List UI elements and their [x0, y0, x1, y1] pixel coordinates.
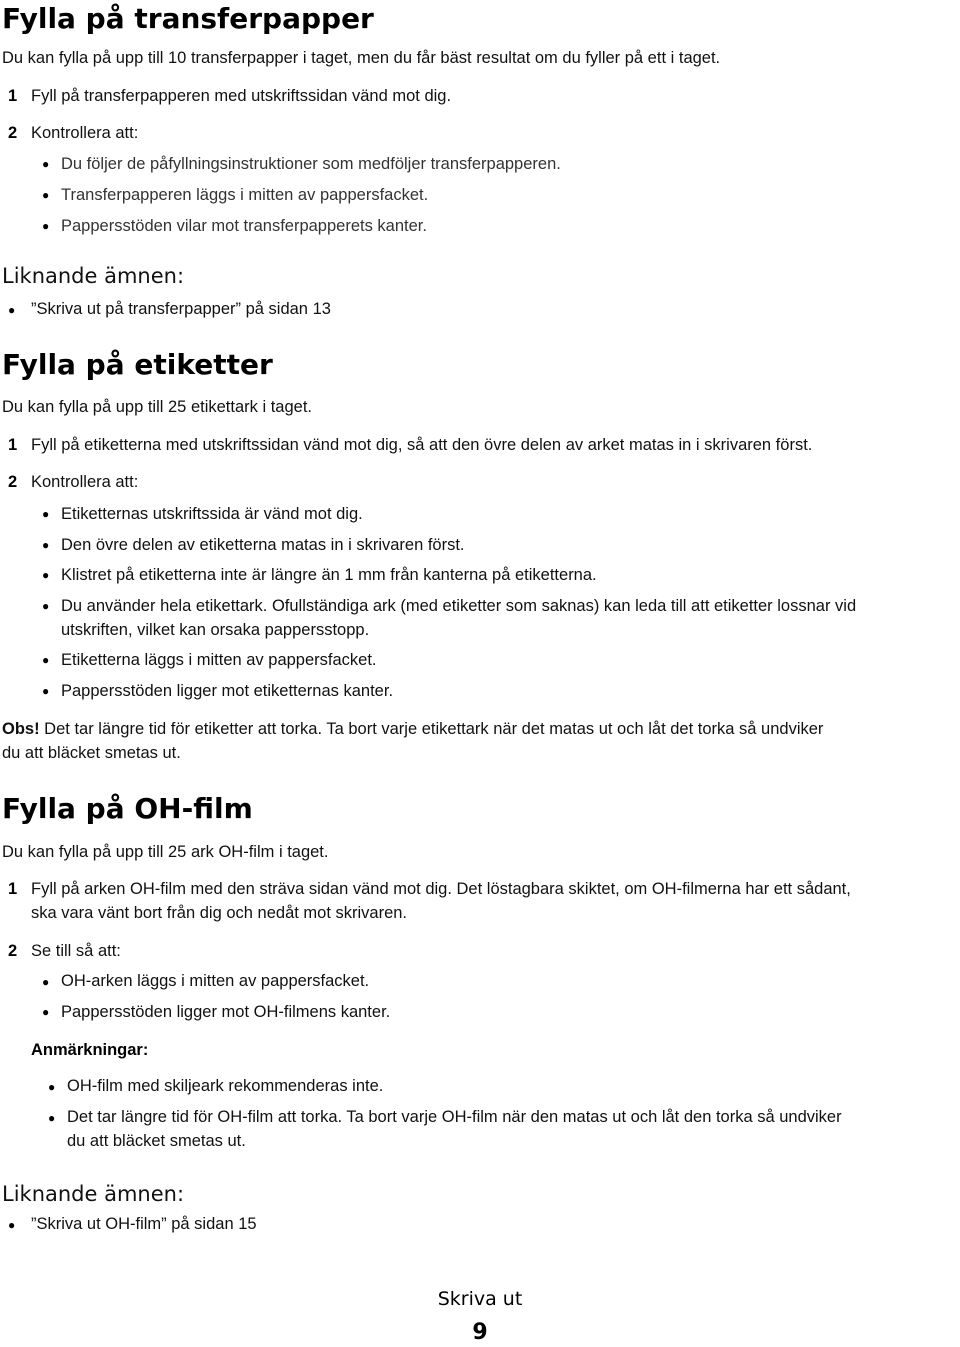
- page-number: 9: [472, 1320, 488, 1345]
- list-item: Du följer de påfyllningsinstruktioner som medföljer transferpapperen.: [61, 155, 561, 173]
- note-label: Obs!: [2, 720, 40, 738]
- intro-oh-film: Du kan fylla på upp till 25 ark OH-film i taget.: [2, 843, 329, 861]
- bullet-icon: ●: [42, 568, 50, 582]
- step-number: 1: [8, 436, 18, 454]
- bullet-icon: ●: [42, 188, 50, 202]
- bullet-icon: ●: [42, 1005, 50, 1019]
- step-text-continuation: ska vara vänt bort från dig och nedåt mot skrivaren.: [31, 904, 408, 922]
- step-number: 2: [8, 124, 18, 142]
- step-text: Kontrollera att:: [31, 473, 139, 491]
- heading-etiketter: Fylla på etiketter: [2, 348, 273, 381]
- bullet-icon: ●: [42, 507, 50, 521]
- list-item: Du använder hela etikettark. Ofullständiga ark (med etiketter som saknas) kan leda till att etiketter lossnar vid: [61, 597, 857, 615]
- list-item: Transferpapperen läggs i mitten av pappersfacket.: [61, 186, 429, 204]
- note-text: Det tar längre tid för etiketter att torka. Ta bort varje etikettark när det matas ut och låt det torka så undviker: [39, 720, 824, 738]
- note: [2, 720, 823, 739]
- bullet-icon: ●: [42, 599, 50, 613]
- list-item: Den övre delen av etiketterna matas in i skrivaren först.: [61, 536, 465, 554]
- related-link[interactable]: ”Skriva ut OH-film” på sidan 15: [31, 1215, 257, 1233]
- note-item: Det tar längre tid för OH-film att torka. Ta bort varje OH-film när den matas ut och låt den torka så undviker: [67, 1108, 842, 1126]
- bullet-icon: ●: [42, 157, 50, 171]
- list-item: Klistret på etiketterna inte är längre än 1 mm från kanterna på etiketterna.: [61, 566, 597, 584]
- bullet-icon: ●: [8, 303, 16, 317]
- step-number: 1: [8, 880, 18, 898]
- heading-oh-film: Fylla på OH-film: [2, 792, 253, 825]
- footer-chapter: Skriva ut: [437, 1288, 523, 1310]
- list-item: Pappersstöden ligger mot OH-filmens kanter.: [61, 1003, 391, 1021]
- intro-transferpapper: Du kan fylla på upp till 10 transferpapper i taget, men du får bäst resultat om du fyller på ett i taget.: [2, 49, 721, 67]
- list-item: Etiketternas utskriftssida är vänd mot dig.: [61, 505, 363, 523]
- step-number: 1: [8, 87, 18, 105]
- bullet-icon: ●: [42, 653, 50, 667]
- notes-heading: Anmärkningar:: [31, 1041, 149, 1059]
- list-item: Pappersstöden vilar mot transferpapperets kanter.: [61, 217, 427, 235]
- step-text: Se till så att:: [31, 942, 121, 960]
- bullet-icon: ●: [42, 684, 50, 698]
- bullet-icon: ●: [8, 1218, 16, 1232]
- step-text: Fyll på transferpapperen med utskriftssidan vänd mot dig.: [31, 87, 452, 105]
- related-topics-heading: Liknande ämnen:: [2, 1182, 185, 1206]
- related-link[interactable]: ”Skriva ut på transferpapper” på sidan 13: [31, 300, 331, 318]
- step-text: Fyll på arken OH-film med den sträva sidan vänd mot dig. Det löstagbara skiktet, om OH-filmerna har ett sådant,: [31, 880, 851, 898]
- related-topics-heading: Liknande ämnen:: [2, 264, 185, 288]
- step-number: 2: [8, 473, 18, 491]
- list-item-continuation: utskriften, vilket kan orsaka pappersstopp.: [61, 621, 370, 639]
- step-text: Kontrollera att:: [31, 124, 139, 142]
- bullet-icon: ●: [48, 1111, 56, 1125]
- list-item: Pappersstöden ligger mot etiketternas kanter.: [61, 682, 394, 700]
- note-item-continuation: du att bläcket smetas ut.: [67, 1132, 246, 1150]
- bullet-icon: ●: [42, 538, 50, 552]
- bullet-icon: ●: [42, 975, 50, 989]
- heading-transferpapper: Fylla på transferpapper: [2, 2, 374, 35]
- note-item: OH-film med skiljeark rekommenderas inte.: [67, 1077, 384, 1095]
- step-text: Fyll på etiketterna med utskriftssidan vänd mot dig, så att den övre delen av arket matas in i skrivaren först.: [31, 436, 813, 454]
- note-continuation: du att bläcket smetas ut.: [2, 744, 181, 762]
- bullet-icon: ●: [48, 1080, 56, 1094]
- step-number: 2: [8, 942, 18, 960]
- intro-etiketter: Du kan fylla på upp till 25 etikettark i taget.: [2, 398, 313, 416]
- list-item: Etiketterna läggs i mitten av pappersfacket.: [61, 651, 377, 669]
- list-item: OH-arken läggs i mitten av pappersfacket.: [61, 972, 370, 990]
- bullet-icon: ●: [42, 219, 50, 233]
